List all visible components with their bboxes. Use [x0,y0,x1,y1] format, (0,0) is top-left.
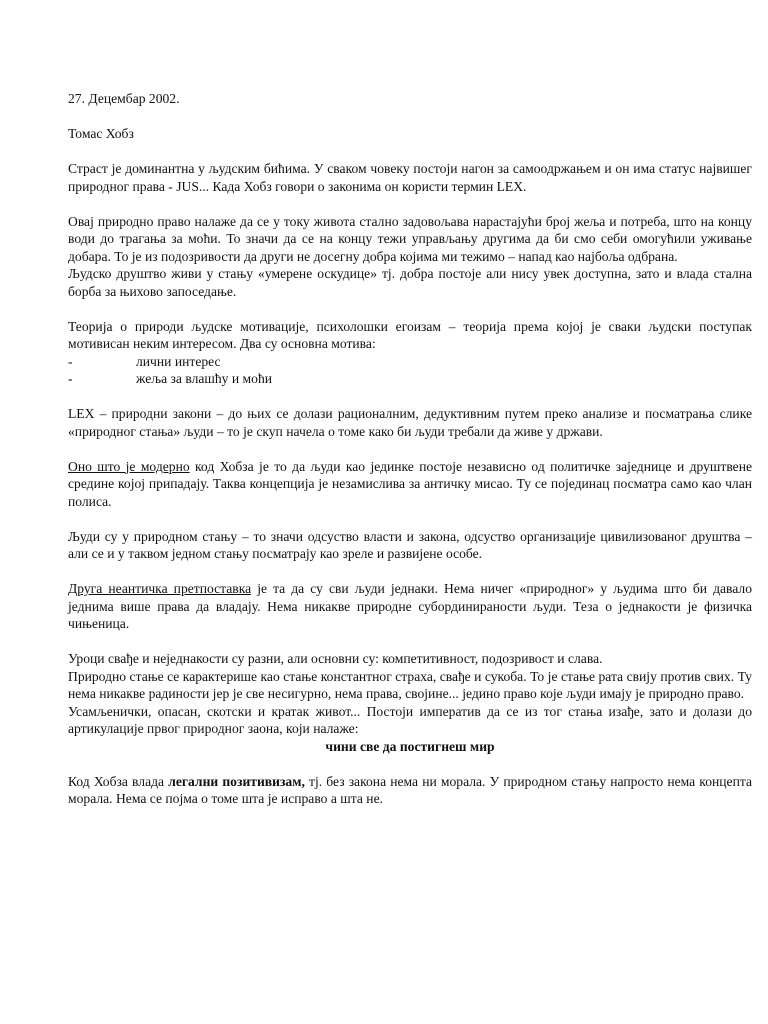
paragraph-10: Природно стање се карактерише као стање константног страха, свађе и сукоба. То је стање рата свију против свих. Ту нема никакве радиности јер је све несигурно, нема права, својине... једино право које људи имају је природно право. [68,668,752,701]
paragraph-7: Људи су у природном стању – то значи одсуство власти и закона, одсуство организације цивилизованог друштва – али се и у таквом једном стању посматрају као зреле и развијене особе. [68,528,752,561]
list-dash: - [68,371,73,386]
bold-phrase: легални позитивизам, [168,773,305,789]
paragraph-1: Страст је доминантна у људским бићима. У сваком човеку постоји нагон за самоодржањем и он има статус највишег природног права - JUS... Када Хобз говори о законима он користи термин LEX. [68,161,752,194]
paragraph-12-text-end: тј. без закона нема ни морала. У природном стању напросто нема концепта морала. Нема се појма о томе шта је исправо а шта не. [68,773,753,806]
paragraph-8-text: је та да су сви људи једнаки. Нема ничег «природног» у људима што би давало једнима више права да владају. Нема никакве природне субординираности људи. Теза о једнакости је физичка чињеница. [68,581,752,631]
underlined-phrase: Друга неантичка претпоставка [68,581,252,596]
list-item [68,353,752,371]
underlined-phrase: Оно што је модерно [68,458,190,474]
paragraph-9: Уроци свађе и неједнакости су разни, али основни су: компетитивност, подозривост и слава. [68,651,603,666]
paragraph-6 [68,458,752,511]
list-dash: - [68,353,73,369]
paragraph-2: Овај природно право налаже да се у току живота стално задовољава нарастајући број жеља и потреба, што на концу води до трагања за моћи. То значи да се на концу тежи управљању другима да би смо себи омогућили уживање добара. То је из подозривости да други не досегну добра којима ми тежимо – напад као најбоља одбрана. [68,213,752,264]
paragraph-6-text: код Хобза је то да људи као јединке постоје независно од политичке заједнице и друштвене средине којој припадају. Таква концепција је незамислива за античку мисао. Ту се појединац посматра само као члан полиса. [68,458,752,509]
paragraph-3: Људско друштво живи у стању «умерене оскудице» тј. добра постоје али нису увек доступна, зато и влада стална борба за њихово запоседање. [68,266,752,299]
centered-maxim: чини све да постигнеш мир [325,738,495,754]
document-title: Томас Хобз [68,126,134,141]
list-item-text: жеља за влашћу и моћи [136,371,273,386]
paragraph-12-text: Код Хобза влада [68,773,169,789]
paragraph-5: LEX – природни закони – до њих се долази рационалним, дедуктивним путем преко анализе и посматрања слике «природног стања» људи – то је скуп начела о томе како би људи требали да живе у држави. [68,406,752,439]
paragraph-11: Усамљенички, опасан, скотски и кратак живот... Постоји императив да се из тог стања изађе, зато и долази до артикулације првог природног заона, који налаже: [68,703,752,736]
paragraph-4: Теорија о природи људске мотивације, психолошки егоизам – теорија према којој је сваки људски поступак мотивисан неким интересом. Два су основна мотива: [68,318,752,351]
motive-list [68,353,752,388]
document-page [68,90,752,825]
date-line: 27. Децембар 2002. [68,91,180,106]
paragraph-12 [68,773,752,808]
list-item [68,370,752,388]
paragraph-8 [68,580,752,633]
list-item-text: лични интерес [136,353,221,369]
